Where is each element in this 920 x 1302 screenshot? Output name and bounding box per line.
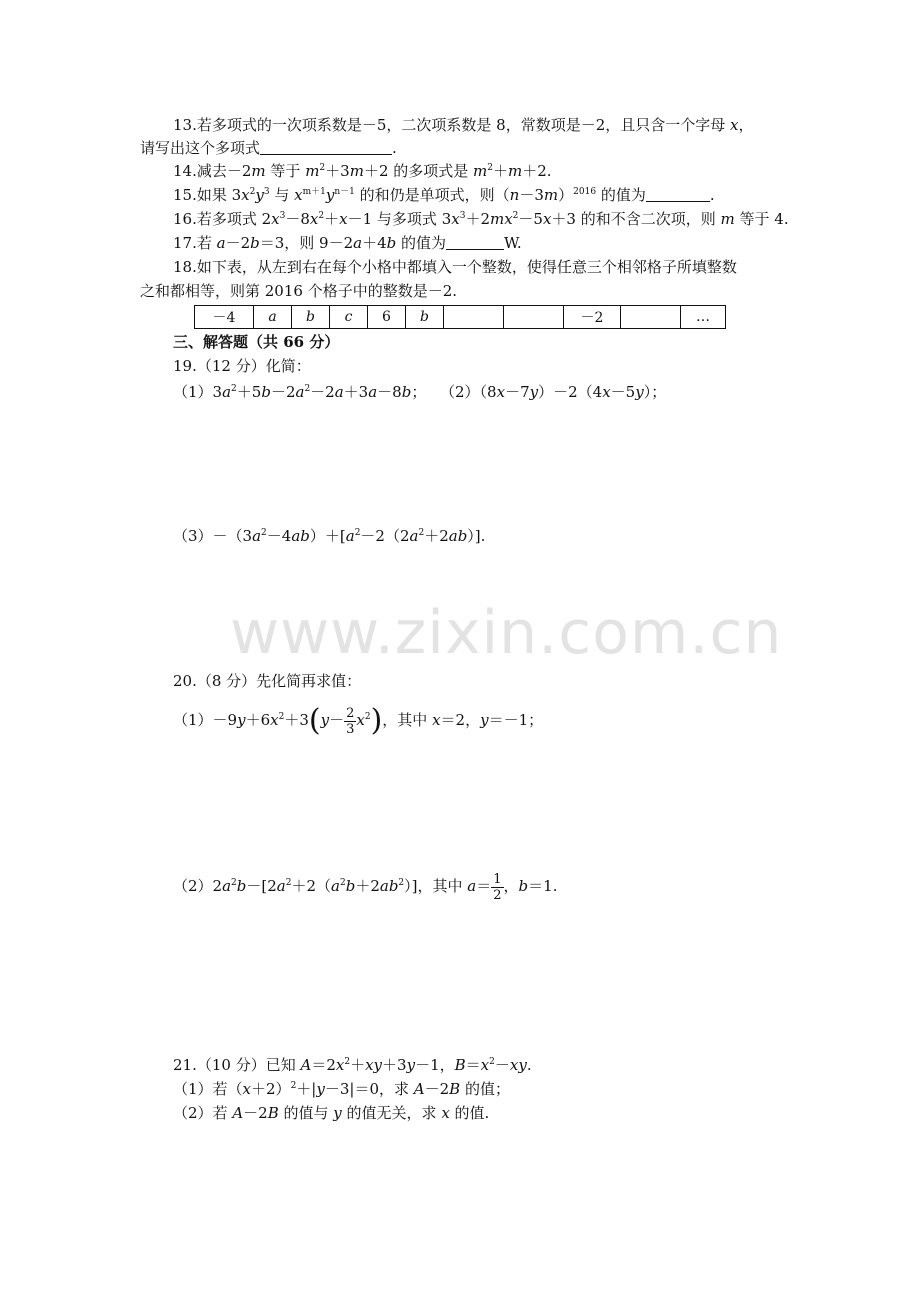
math-text-fragment: ，其中	[382, 711, 433, 729]
math-text-fragment: A	[232, 1104, 244, 1122]
question-15	[173, 185, 715, 205]
question-19-title: 19.（12 分）化简：	[173, 357, 311, 375]
math-text-fragment: y	[316, 1080, 325, 1098]
math-text-fragment: （1）若（	[173, 1080, 243, 1098]
grid-cell: …	[681, 306, 726, 329]
left-paren-icon: (	[308, 703, 321, 738]
question-20-title: 20.（8 分）先化简再求值：	[173, 672, 362, 690]
math-text-fragment: ）－2（4	[538, 383, 603, 401]
math-text-fragment: a	[334, 383, 344, 401]
math-text-fragment: －3	[519, 186, 544, 204]
math-text-fragment: －5	[518, 210, 543, 228]
question-19-part-2	[440, 382, 666, 402]
q13-prompt: 请写出这个多项式	[140, 139, 261, 157]
math-text-fragment: 2	[418, 528, 425, 538]
math-text-fragment: A	[413, 1080, 425, 1098]
math-text-fragment: 的值与	[278, 1104, 334, 1122]
math-text-fragment: ab	[379, 877, 399, 895]
math-text-fragment: 14.减去－2	[173, 162, 252, 180]
math-text-fragment: x	[271, 210, 280, 228]
math-text-fragment: m	[720, 210, 735, 228]
math-text-fragment: a	[276, 877, 286, 895]
math-text-fragment: b	[306, 309, 315, 325]
math-text-fragment: －3|＝0，求	[324, 1080, 414, 1098]
math-text-fragment: （2）2	[173, 877, 223, 895]
math-text-fragment: 3	[346, 721, 355, 737]
math-text-fragment: 2	[318, 211, 325, 221]
math-text-fragment: a	[345, 527, 355, 545]
question-18-line-1: 18.如下表，从左到右在每个小格中都填入一个整数，使得任意三个相邻格子所填整数	[173, 258, 737, 276]
math-text-fragment: B	[449, 1080, 461, 1098]
math-text-fragment: －	[329, 711, 345, 729]
math-text-fragment: 15.如果 3	[173, 186, 242, 204]
grid-cell	[444, 306, 504, 329]
question-17	[173, 233, 522, 253]
math-text-fragment: ＝	[465, 1056, 481, 1074]
math-text-fragment: 2	[512, 211, 519, 221]
math-text-fragment: y	[480, 711, 489, 729]
math-text-fragment: ；	[411, 383, 427, 401]
math-text-fragment: n－1	[334, 187, 355, 197]
math-text-fragment: a	[252, 527, 262, 545]
math-text-fragment: ，	[503, 877, 519, 895]
math-text-fragment: b	[345, 877, 356, 895]
math-text-fragment: －8	[377, 383, 402, 401]
math-text-fragment: ＝3，则 9－2	[259, 234, 354, 252]
math-text-fragment: 等于	[265, 162, 306, 180]
math-text-fragment: x	[309, 210, 319, 228]
math-text-fragment: －	[494, 1056, 510, 1074]
math-text-fragment: x	[356, 711, 365, 729]
math-text-fragment: ＋2	[355, 877, 380, 895]
math-text-fragment: －4	[266, 527, 292, 545]
math-text-fragment: m	[251, 162, 266, 180]
math-text-fragment: ＝2，	[440, 711, 481, 729]
question-21-line-2	[173, 1079, 510, 1099]
math-text-fragment: c	[344, 309, 353, 325]
math-text-fragment: a	[216, 234, 226, 252]
math-text-fragment: ＋3	[325, 162, 350, 180]
number-grid-table	[194, 305, 726, 329]
math-text-fragment: x	[602, 383, 611, 401]
math-text-fragment: ＝	[476, 877, 492, 895]
math-text-fragment: －2	[270, 383, 296, 401]
right-paren-icon: )	[370, 703, 383, 738]
math-text-fragment: 2	[489, 1057, 495, 1067]
math-text-fragment: ＋2）	[251, 1080, 291, 1098]
math-text-fragment: －8	[285, 210, 310, 228]
math-text-fragment: mx	[489, 210, 513, 228]
math-text-fragment: 1	[493, 871, 502, 887]
q13-text: 13.若多项式的一次项系数是－5，二次项系数是 8，常数项是－2，且只含一个字母	[173, 116, 731, 134]
math-text-fragment: 2	[346, 705, 355, 721]
math-text-fragment: ＋2.	[522, 162, 552, 180]
q13-var: x	[730, 116, 739, 134]
math-text-fragment: 16.若多项式 2	[173, 210, 272, 228]
math-text-fragment: 的值为	[396, 234, 447, 252]
math-text-fragment: W.	[504, 234, 522, 252]
math-text-fragment: ＋6	[245, 711, 271, 729]
question-13-line-1	[173, 115, 754, 135]
math-text-fragment: b	[250, 234, 260, 252]
math-text-fragment: ）]，其中	[404, 877, 468, 895]
math-text-fragment: ＋3	[382, 1056, 407, 1074]
math-text-fragment: （2）（8	[440, 383, 497, 401]
math-text-fragment: b	[236, 877, 247, 895]
math-text-fragment: －5	[610, 383, 636, 401]
fraction-one-half	[491, 872, 503, 903]
math-text-fragment: m	[349, 162, 364, 180]
math-text-fragment: －1 与多项式 3	[347, 210, 452, 228]
math-text-fragment: 2	[339, 878, 346, 888]
math-text-fragment: ＋3	[284, 711, 309, 729]
math-text-fragment: a	[222, 383, 232, 401]
math-text-fragment: 2	[319, 163, 326, 173]
math-text-fragment: 2	[278, 712, 285, 722]
math-text-fragment: －2	[310, 383, 335, 401]
grid-cell: 6	[368, 306, 406, 329]
question-19-part-1	[173, 382, 426, 402]
math-text-fragment: B	[267, 1104, 279, 1122]
math-text-fragment: m＋1	[302, 187, 326, 197]
math-text-fragment: －2	[243, 1104, 268, 1122]
math-text-fragment: y	[635, 383, 644, 401]
math-text-fragment: 2	[364, 712, 371, 722]
math-text-fragment: 2	[487, 163, 493, 173]
math-text-fragment: y	[255, 186, 264, 204]
question-21-line-1	[173, 1055, 532, 1075]
math-text-fragment: 2	[398, 878, 405, 888]
math-text-fragment: 2	[231, 384, 237, 394]
math-text-fragment: x	[451, 210, 460, 228]
math-text-fragment: x	[335, 1056, 345, 1074]
math-text-fragment: ＋5	[236, 383, 262, 401]
math-text-fragment: x	[294, 186, 303, 204]
grid-cell	[406, 306, 444, 329]
grid-cell	[292, 306, 330, 329]
math-text-fragment: a	[295, 383, 305, 401]
math-text-fragment: 2016	[573, 187, 597, 197]
q13-period: .	[392, 139, 397, 157]
grid-cell	[254, 306, 292, 329]
math-text-fragment: x	[480, 1056, 490, 1074]
math-text-fragment: y	[325, 186, 335, 204]
math-text-fragment: y	[406, 1056, 416, 1074]
answer-blank-13	[260, 140, 392, 155]
math-text-fragment: a	[368, 383, 378, 401]
grid-cell: －4	[195, 306, 254, 329]
math-text-fragment: y	[529, 383, 539, 401]
math-text-fragment: 2	[354, 528, 361, 538]
math-text-fragment: a	[409, 527, 419, 545]
math-text-fragment: a	[467, 877, 477, 895]
math-text-fragment: 2	[304, 384, 311, 394]
math-text-fragment: 3	[279, 211, 286, 221]
q13-comma: ，	[738, 116, 754, 134]
question-13-line-2	[140, 138, 397, 158]
math-text-fragment: －1，	[415, 1056, 455, 1074]
answer-blank-15	[646, 187, 710, 202]
math-text-fragment: （1）3	[173, 383, 223, 401]
math-text-fragment: ＋2	[465, 210, 490, 228]
math-text-fragment: x	[270, 711, 279, 729]
math-text-fragment: x	[339, 210, 348, 228]
math-text-fragment: a	[268, 309, 277, 325]
question-20-part-2	[173, 866, 557, 906]
math-text-fragment: 的和仍是单项式，则（	[354, 186, 510, 204]
math-text-fragment: x	[242, 1080, 252, 1098]
math-text-fragment: ＋	[350, 1056, 366, 1074]
math-text-fragment: 2	[344, 1057, 351, 1067]
math-text-fragment: 2	[231, 878, 237, 888]
math-text-fragment: －[2	[246, 877, 277, 895]
math-text-fragment: （3）－（3	[173, 527, 253, 545]
math-text-fragment: ＝2	[311, 1056, 336, 1074]
math-text-fragment: 2	[290, 1081, 297, 1091]
math-text-fragment: ＝1.	[528, 877, 558, 895]
math-text-fragment: ）；	[643, 383, 667, 401]
grid-cell	[504, 306, 564, 329]
math-text-fragment: ＋	[324, 210, 340, 228]
math-text-fragment: y	[320, 711, 330, 729]
math-text-fragment: b	[420, 309, 429, 325]
math-text-fragment: m	[305, 162, 320, 180]
math-text-fragment: ＋	[493, 162, 509, 180]
math-text-fragment: －2	[225, 234, 251, 252]
math-text-fragment: （1）－9	[173, 711, 238, 729]
question-16	[173, 209, 789, 229]
math-text-fragment: x	[432, 711, 441, 729]
math-text-fragment: .	[526, 1056, 532, 1074]
math-text-fragment: y	[237, 711, 246, 729]
math-text-fragment: －2（2	[360, 527, 410, 545]
math-text-fragment: m	[543, 186, 559, 204]
math-text-fragment: x	[241, 186, 250, 204]
math-text-fragment: m	[473, 162, 488, 180]
math-text-fragment: －7	[505, 383, 530, 401]
math-text-fragment: ab	[291, 527, 310, 545]
math-text-fragment: ab	[448, 527, 468, 545]
question-19-part-3	[173, 526, 485, 546]
math-text-fragment: n	[509, 186, 520, 204]
math-text-fragment: ＋2	[424, 527, 449, 545]
math-text-fragment: 2	[249, 187, 256, 197]
math-text-fragment: ＋|	[296, 1080, 317, 1098]
math-text-fragment: A	[300, 1056, 312, 1074]
math-text-fragment: 的值.	[449, 1104, 490, 1122]
math-text-fragment: 2	[285, 878, 292, 888]
math-text-fragment: x	[441, 1104, 450, 1122]
math-text-fragment: 3	[459, 211, 466, 221]
grid-cell	[330, 306, 368, 329]
math-text-fragment: 2	[493, 887, 502, 903]
math-text-fragment: 的值为	[596, 186, 646, 204]
math-text-fragment: m	[508, 162, 523, 180]
math-text-fragment: ＋3	[343, 383, 369, 401]
math-text-fragment: a	[222, 877, 232, 895]
math-text-fragment: 的值；	[460, 1080, 510, 1098]
math-text-fragment: 21.（10 分）已知	[173, 1056, 301, 1074]
math-text-fragment: b	[261, 383, 271, 401]
math-text-fragment: y	[333, 1104, 342, 1122]
answer-blank-17	[446, 235, 504, 250]
math-text-fragment: 2	[261, 528, 267, 538]
grid-row	[195, 306, 726, 329]
math-text-fragment: 3	[263, 187, 270, 197]
math-text-fragment: 等于 4.	[734, 210, 789, 228]
math-text-fragment: ）].	[467, 527, 486, 545]
math-text-fragment: B	[454, 1056, 466, 1074]
question-14	[173, 161, 552, 181]
math-text-fragment: 与	[269, 186, 295, 204]
math-text-fragment: b	[386, 234, 397, 252]
math-text-fragment: xy	[509, 1056, 527, 1074]
math-text-fragment: ＝－1；	[488, 711, 544, 729]
math-text-fragment: （2）若	[173, 1104, 233, 1122]
math-text-fragment: ＋2（	[291, 877, 332, 895]
math-text-fragment: a	[353, 234, 363, 252]
fraction-two-thirds	[344, 706, 356, 737]
math-text-fragment: 17.若	[173, 234, 217, 252]
math-text-fragment: ＋2 的多项式是	[363, 162, 474, 180]
watermark: www.zixin.com.cn	[230, 598, 783, 668]
section-3-heading: 三、解答题（共 66 分）	[173, 333, 340, 351]
math-text-fragment: a	[331, 877, 340, 895]
grid-cell	[621, 306, 681, 329]
math-text-fragment: 的值无关，求	[341, 1104, 442, 1122]
math-text-fragment: x	[496, 383, 506, 401]
math-text-fragment: xy	[365, 1056, 383, 1074]
math-text-fragment: x	[542, 210, 552, 228]
question-18-line-2: 之和都相等，则第 2016 个格子中的整数是－2.	[140, 282, 458, 300]
question-21-line-3	[173, 1103, 489, 1123]
math-text-fragment: －2	[424, 1080, 450, 1098]
math-text-fragment: .	[709, 186, 715, 204]
math-text-fragment: b	[401, 383, 412, 401]
question-20-part-1	[173, 700, 543, 740]
math-text-fragment: ）	[558, 186, 574, 204]
grid-cell: －2	[564, 306, 621, 329]
math-text-fragment: ＋3 的和不含二次项，则	[551, 210, 721, 228]
math-text-fragment: b	[518, 877, 529, 895]
math-text-fragment: ）＋[	[309, 527, 346, 545]
math-text-fragment: ＋4	[362, 234, 387, 252]
